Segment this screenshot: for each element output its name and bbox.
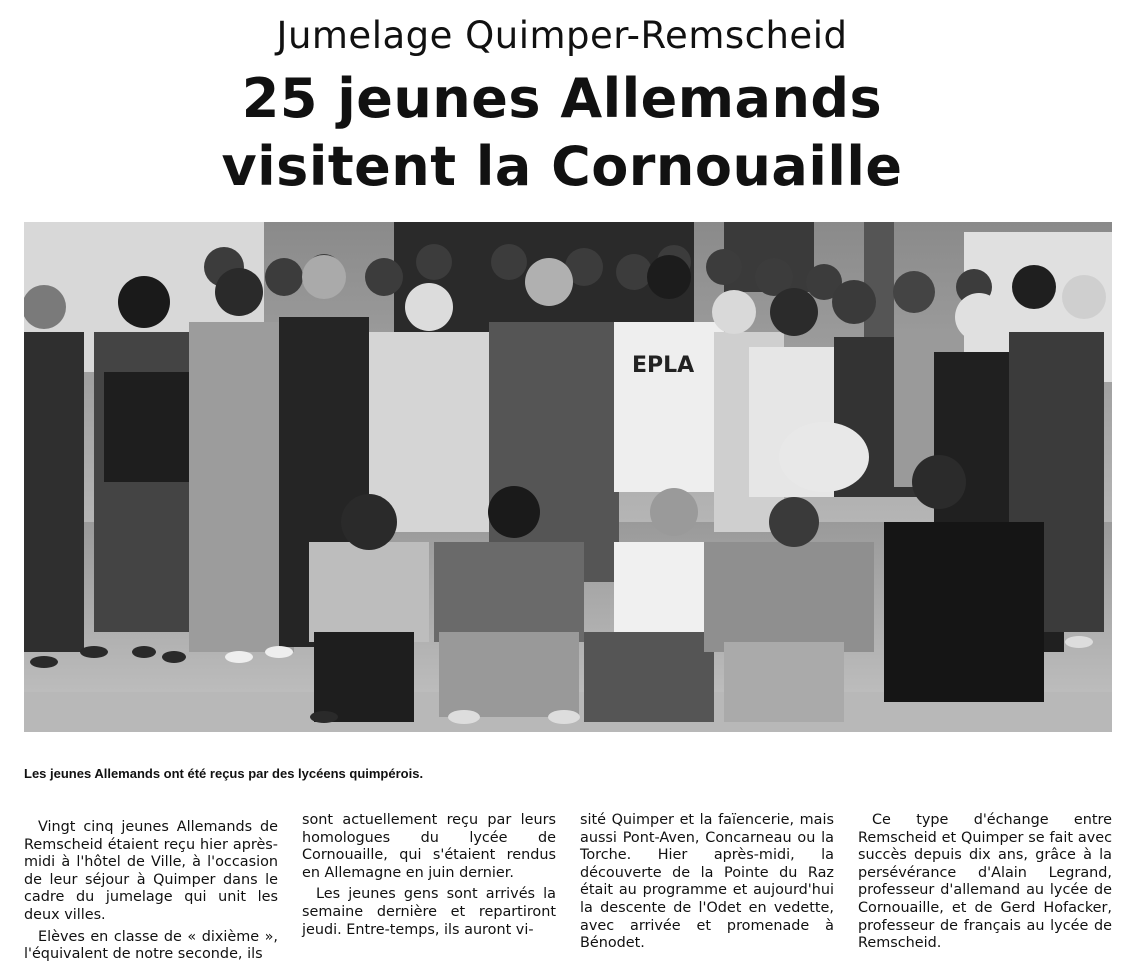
paragraph: sité Quimper et la faïencerie, mais aussi Pont-Aven, Concarneau ou la Torche. Hier après-midi, la découverte de la Pointe du Raz était au programme et aujourd'hui la descente de l'Odet en vedette, avec arrivée et promenade à Bénodet. xyxy=(580,812,834,952)
article-kicker: Jumelage Quimper-Remscheid xyxy=(276,14,848,57)
article-column-4 xyxy=(858,812,1112,953)
paragraph: Les jeunes gens sont arrivés la semaine dernière et repartiront jeudi. Entre-temps, ils auront vi- xyxy=(302,886,556,938)
article-column-3 xyxy=(580,812,834,953)
paragraph: Elèves en classe de « dixième », l'équivalent de notre seconde, ils xyxy=(24,928,278,963)
paragraph: Ce type d'échange entre Remscheid et Quimper se fait avec succès depuis dix ans, grâce à la persévérance d'Alain Legrand, professeur d'allemand au lycée de Cornouaille, et de Gerd Hofacker, professeur de français au lycée de Remscheid. xyxy=(858,812,1112,952)
sweatshirt-lettering: EPLA xyxy=(632,353,695,378)
headline-line-1: 25 jeunes Allemands xyxy=(241,67,883,130)
article-column-1 xyxy=(24,819,278,964)
paragraph: Vingt cinq jeunes Allemands de Remscheid étaient reçu hier après-midi à l'hôtel de Ville, à l'occasion de leur séjour à Quimper dans le cadre du jumelage qui unit les deux villes. xyxy=(24,819,278,923)
paragraph: sont actuellement reçu par leurs homologues du lycée de Cornouaille, qui s'étaient rendus en Allemagne en juin dernier. xyxy=(302,812,556,881)
group-photo xyxy=(24,222,1112,732)
photo-caption: Les jeunes Allemands ont été reçus par des lycéens quimpérois. xyxy=(24,766,424,781)
article-column-2 xyxy=(302,812,556,939)
headline-line-2: visitent la Cornouaille xyxy=(221,135,903,198)
